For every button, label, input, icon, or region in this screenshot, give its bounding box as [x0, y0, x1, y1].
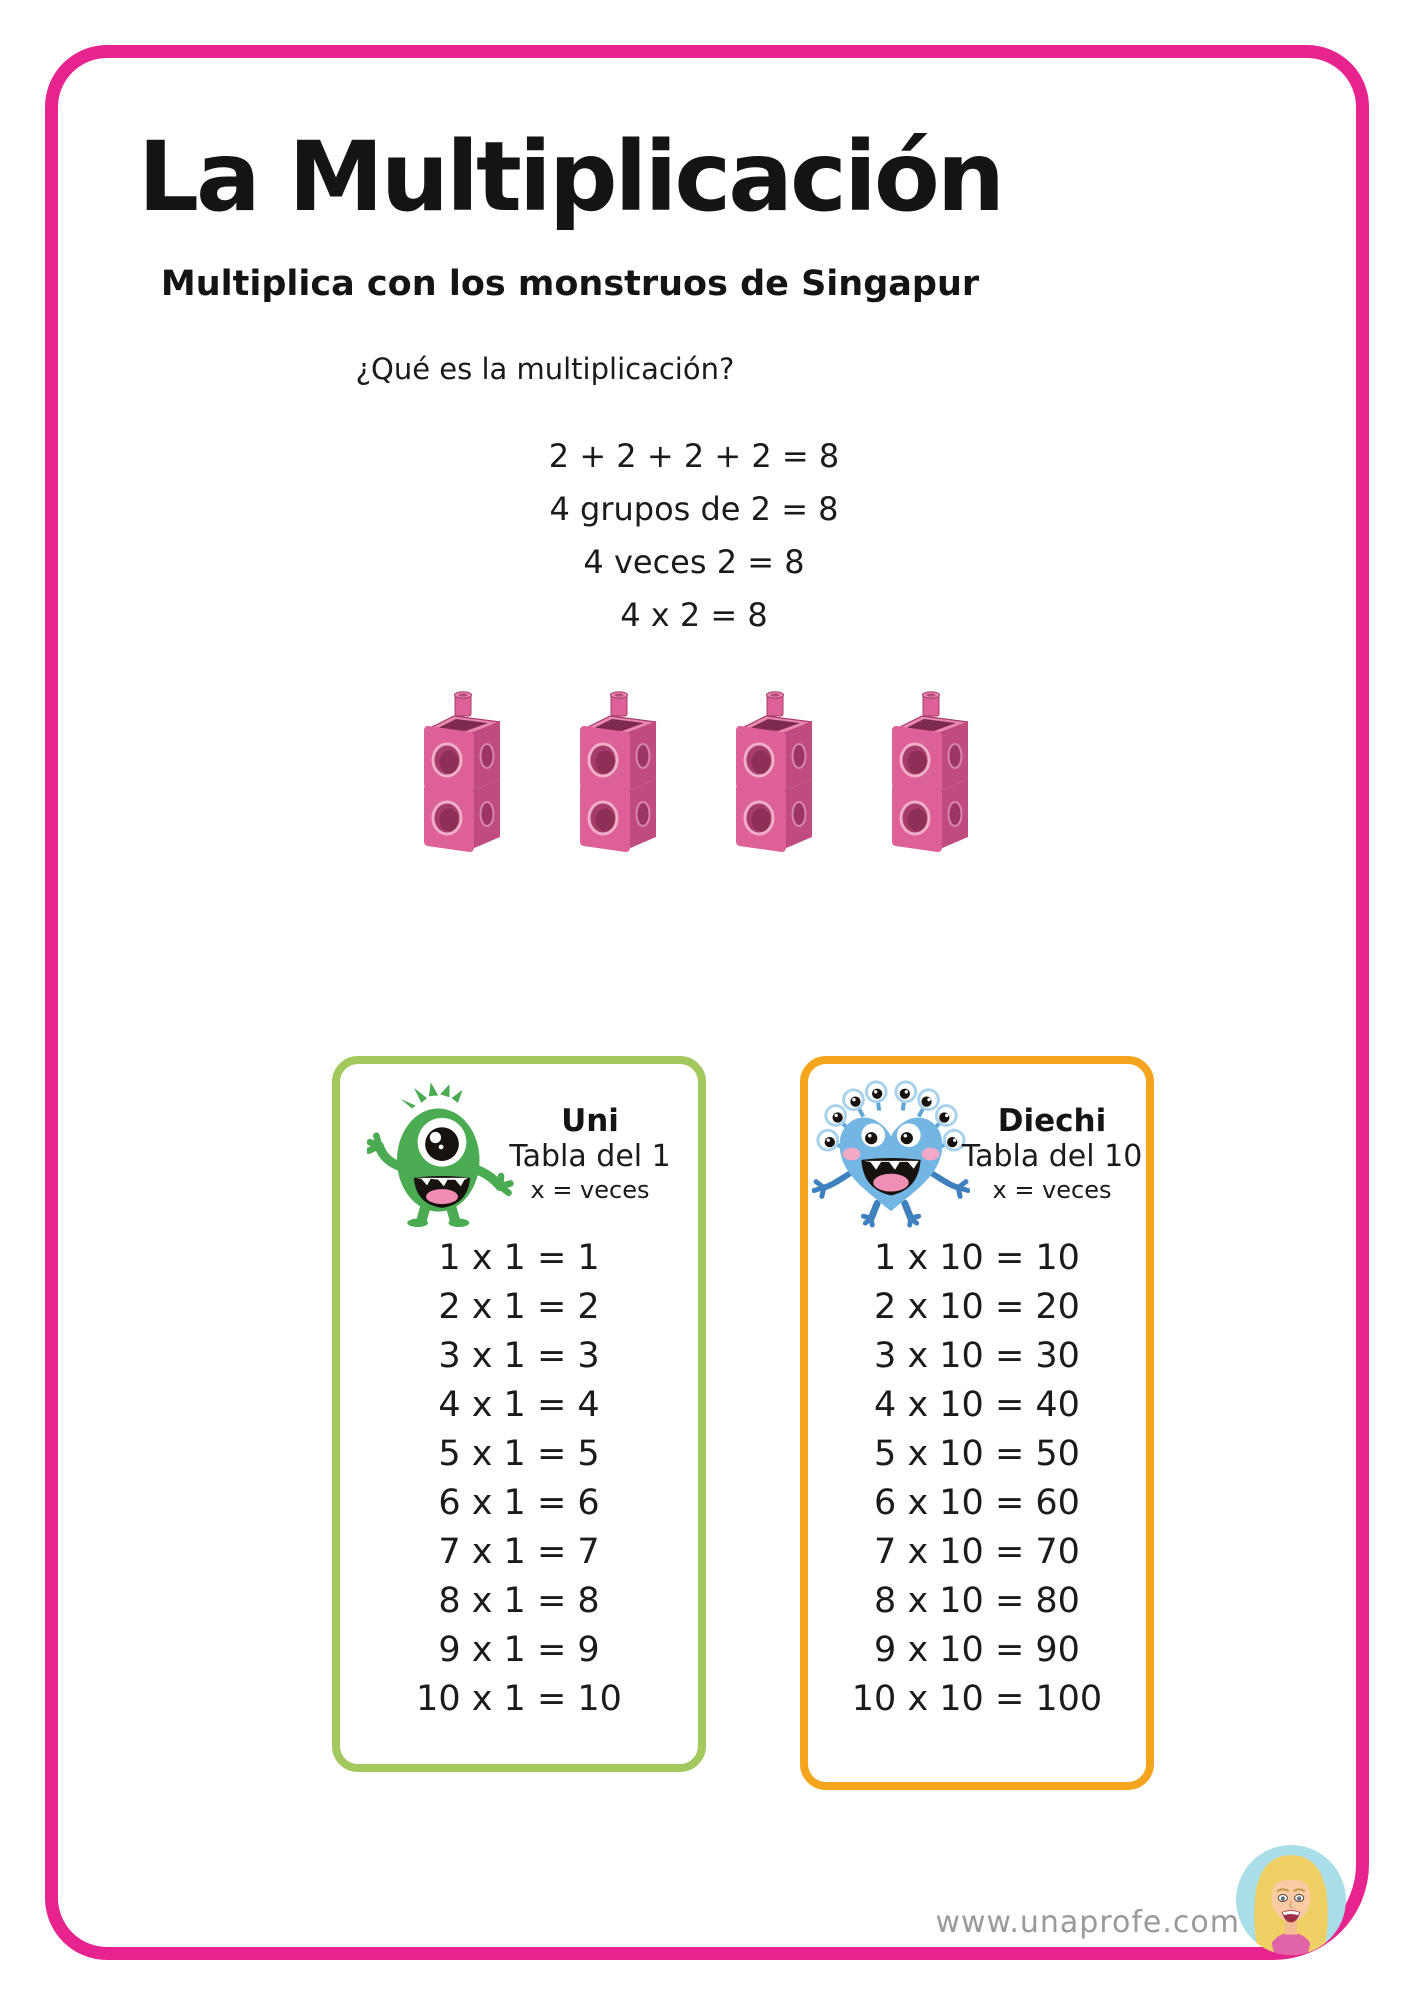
page-subtitle: Multiplica con los monstruos de Singapur	[160, 264, 980, 304]
card-header	[808, 1064, 1146, 1228]
pink-linking-cube-stack-icon	[726, 686, 822, 858]
blue-ten-eyed-monster-icon	[812, 1078, 970, 1228]
card-titles	[509, 1103, 671, 1204]
table-row: 10 x 10 = 100	[851, 1679, 1103, 1719]
table-row: 7 x 10 = 70	[874, 1532, 1080, 1572]
table-row: 7 x 1 = 7	[438, 1532, 600, 1572]
table-note: x = veces	[530, 1175, 650, 1204]
page-border	[45, 45, 1369, 1960]
card-titles	[962, 1103, 1143, 1204]
table-row: 4 x 10 = 40	[874, 1385, 1080, 1425]
table-row: 5 x 10 = 50	[874, 1434, 1080, 1474]
teacher-avatar	[1236, 1845, 1346, 1955]
pink-linking-cube-stack-icon	[882, 686, 978, 858]
table-row: 1 x 1 = 1	[438, 1238, 600, 1278]
table-row: 6 x 10 = 60	[874, 1483, 1080, 1523]
table-row: 5 x 1 = 5	[438, 1434, 600, 1474]
equation-line: 2 + 2 + 2 + 2 = 8	[548, 437, 840, 475]
pink-linking-cube-stack-icon	[414, 686, 510, 858]
table-row: 4 x 1 = 4	[438, 1385, 600, 1425]
table-row: 8 x 10 = 80	[874, 1581, 1080, 1621]
table-row: 9 x 10 = 90	[874, 1630, 1080, 1670]
table-row: 3 x 10 = 30	[874, 1336, 1080, 1376]
website-url: www.unaprofe.com	[935, 1905, 1240, 1940]
table-row: 8 x 1 = 8	[438, 1581, 600, 1621]
monster-name: Uni	[561, 1102, 619, 1139]
equation-line: 4 x 2 = 8	[620, 596, 768, 634]
card-tabla-del-1	[332, 1056, 706, 1772]
cube-group	[0, 686, 1392, 858]
equation-line: 4 veces 2 = 8	[583, 543, 805, 581]
table-title: Tabla del 10	[961, 1138, 1143, 1174]
table-row: 6 x 1 = 6	[438, 1483, 600, 1523]
multiplication-table-10	[808, 1234, 1146, 1724]
card-tabla-del-10	[800, 1056, 1154, 1790]
table-title: Tabla del 1	[509, 1138, 671, 1174]
equation-line: 4 grupos de 2 = 8	[549, 490, 839, 528]
multiplication-table-1	[340, 1234, 698, 1724]
card-header	[340, 1064, 698, 1228]
monster-name: Diechi	[997, 1102, 1107, 1139]
table-row: 10 x 1 = 10	[416, 1679, 622, 1719]
table-row: 1 x 10 = 10	[874, 1238, 1080, 1278]
table-row: 9 x 1 = 9	[438, 1630, 600, 1670]
table-note: x = veces	[992, 1175, 1112, 1204]
question-text: ¿Qué es la multiplicación?	[355, 352, 735, 386]
table-row: 3 x 1 = 3	[438, 1336, 600, 1376]
page-title: La Multiplicación	[137, 121, 1003, 233]
table-row: 2 x 10 = 20	[874, 1287, 1080, 1327]
pink-linking-cube-stack-icon	[570, 686, 666, 858]
green-one-eyed-monster-icon	[367, 1078, 517, 1228]
table-row: 2 x 1 = 2	[438, 1287, 600, 1327]
